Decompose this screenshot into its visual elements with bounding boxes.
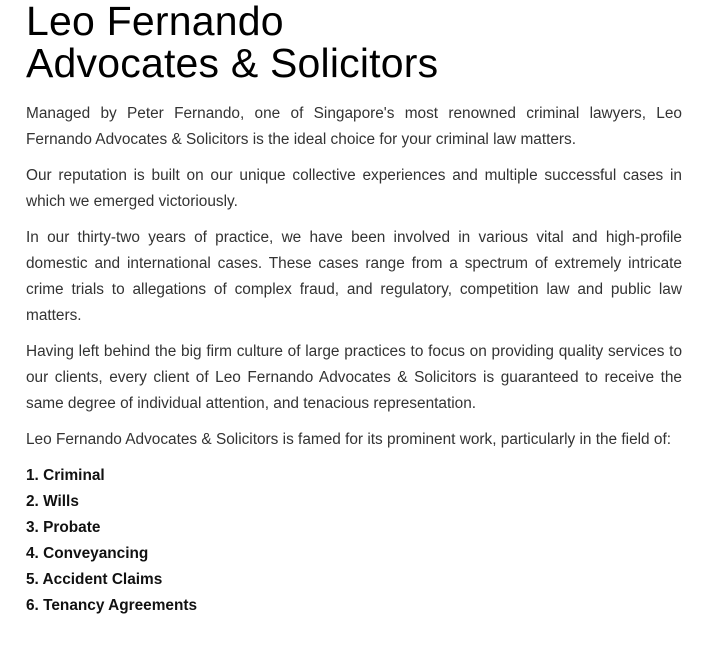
list-item: 2. Wills bbox=[26, 493, 79, 510]
practice-areas-list bbox=[26, 463, 682, 619]
experience-paragraph: In our thirty-two years of practice, we have been involved in various vital and high-profile domestic and international cases. These cases range from a spectrum of extremely intricate crime trials to allegations of complex fraud, and regulatory, competition law and public law matters. bbox=[26, 229, 682, 324]
list-item: 4. Conveyancing bbox=[26, 545, 149, 562]
practice-intro-paragraph: Leo Fernando Advocates & Solicitors is famed for its prominent work, particularly in the field of: bbox=[26, 431, 672, 448]
list-item: 1. Criminal bbox=[26, 467, 105, 484]
page-title bbox=[26, 0, 682, 84]
page-title-line-2: Advocates & Solicitors bbox=[26, 40, 439, 86]
intro-paragraph: Managed by Peter Fernando, one of Singapore's most renowned criminal lawyers, Leo Fernando Advocates & Solicitors is the ideal choice for your criminal law matters. bbox=[26, 105, 682, 148]
list-item: 6. Tenancy Agreements bbox=[26, 597, 198, 614]
list-item: 3. Probate bbox=[26, 519, 101, 536]
reputation-paragraph: Our reputation is built on our unique collective experiences and multiple successful cases in which we emerged victoriously. bbox=[26, 167, 682, 210]
page-title-line-1: Leo Fernando bbox=[26, 0, 284, 44]
main-content bbox=[26, 0, 682, 619]
client-care-paragraph: Having left behind the big firm culture of large practices to focus on providing quality services to our clients, every client of Leo Fernando Advocates & Solicitors is guaranteed to receive the same degree of individual attention, and tenacious representation. bbox=[26, 343, 682, 412]
list-item: 5. Accident Claims bbox=[26, 571, 163, 588]
